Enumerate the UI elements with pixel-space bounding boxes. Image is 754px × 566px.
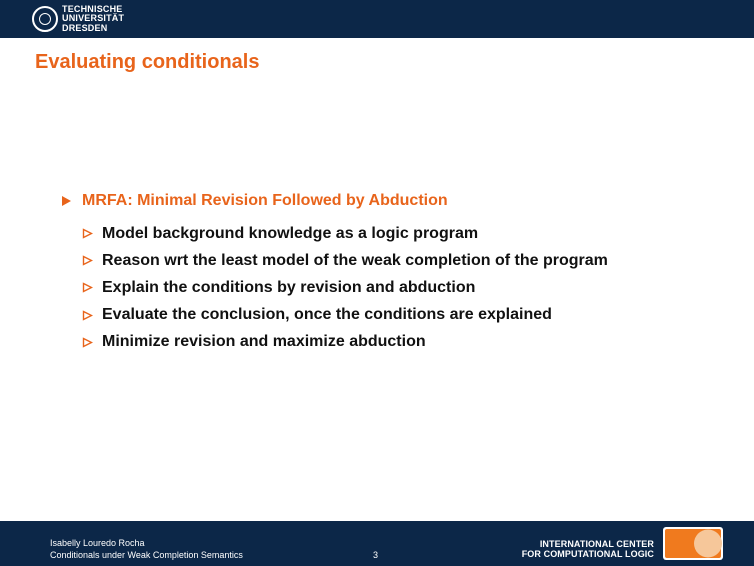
sub-bullet-text: Model background knowledge as a logic program — [102, 224, 479, 242]
iccl-name-line-1: INTERNATIONAL CENTER — [539, 539, 654, 549]
sub-bullet-item — [82, 220, 608, 247]
sub-bullet-text: Reason wrt the least model of the weak completion of the program — [102, 251, 608, 269]
slide-title: Evaluating conditionals — [35, 51, 260, 73]
main-bullet — [62, 190, 608, 212]
outline-triangle-bullet-icon — [82, 337, 93, 348]
university-seal-icon — [32, 6, 58, 32]
filled-triangle-bullet-icon — [62, 196, 71, 206]
outline-triangle-bullet-icon — [82, 282, 93, 293]
sub-bullet-item — [82, 274, 608, 301]
tu-dresden-logo — [32, 4, 124, 34]
outline-triangle-bullet-icon — [82, 310, 93, 321]
iccl-logo-icon — [663, 527, 723, 560]
page-number: 3 — [373, 550, 379, 560]
sub-bullet-item — [82, 329, 608, 356]
header-bar — [0, 0, 754, 38]
footer-talk-title: Conditionals under Weak Completion Semantics — [50, 550, 243, 560]
sub-bullet-item — [82, 247, 608, 274]
sub-bullet-text: Explain the conditions by revision and abduction — [102, 278, 476, 296]
footer-bar — [0, 521, 754, 566]
iccl-name — [490, 539, 654, 559]
sub-bullet-item — [82, 302, 608, 329]
logo-line-1: TECHNISCHE — [62, 3, 123, 14]
iccl-name-line-2: FOR COMPUTATIONAL LOGIC — [521, 549, 654, 559]
sub-bullet-text: Evaluate the conclusion, once the conditions are explained — [102, 306, 552, 324]
sub-bullet-text: Minimize revision and maximize abduction — [102, 333, 426, 351]
sub-bullet-list — [82, 220, 608, 356]
outline-triangle-bullet-icon — [82, 255, 93, 266]
slide-content — [62, 190, 608, 356]
logo-text — [62, 5, 124, 34]
outline-triangle-bullet-icon — [82, 228, 93, 239]
logo-line-3: DRESDEN — [62, 22, 108, 33]
main-bullet-text: MRFA: Minimal Revision Followed by Abduction — [82, 192, 448, 209]
logo-line-2: UNIVERSITÄT — [62, 13, 125, 24]
footer-author: Isabelly Louredo Rocha — [50, 538, 145, 548]
